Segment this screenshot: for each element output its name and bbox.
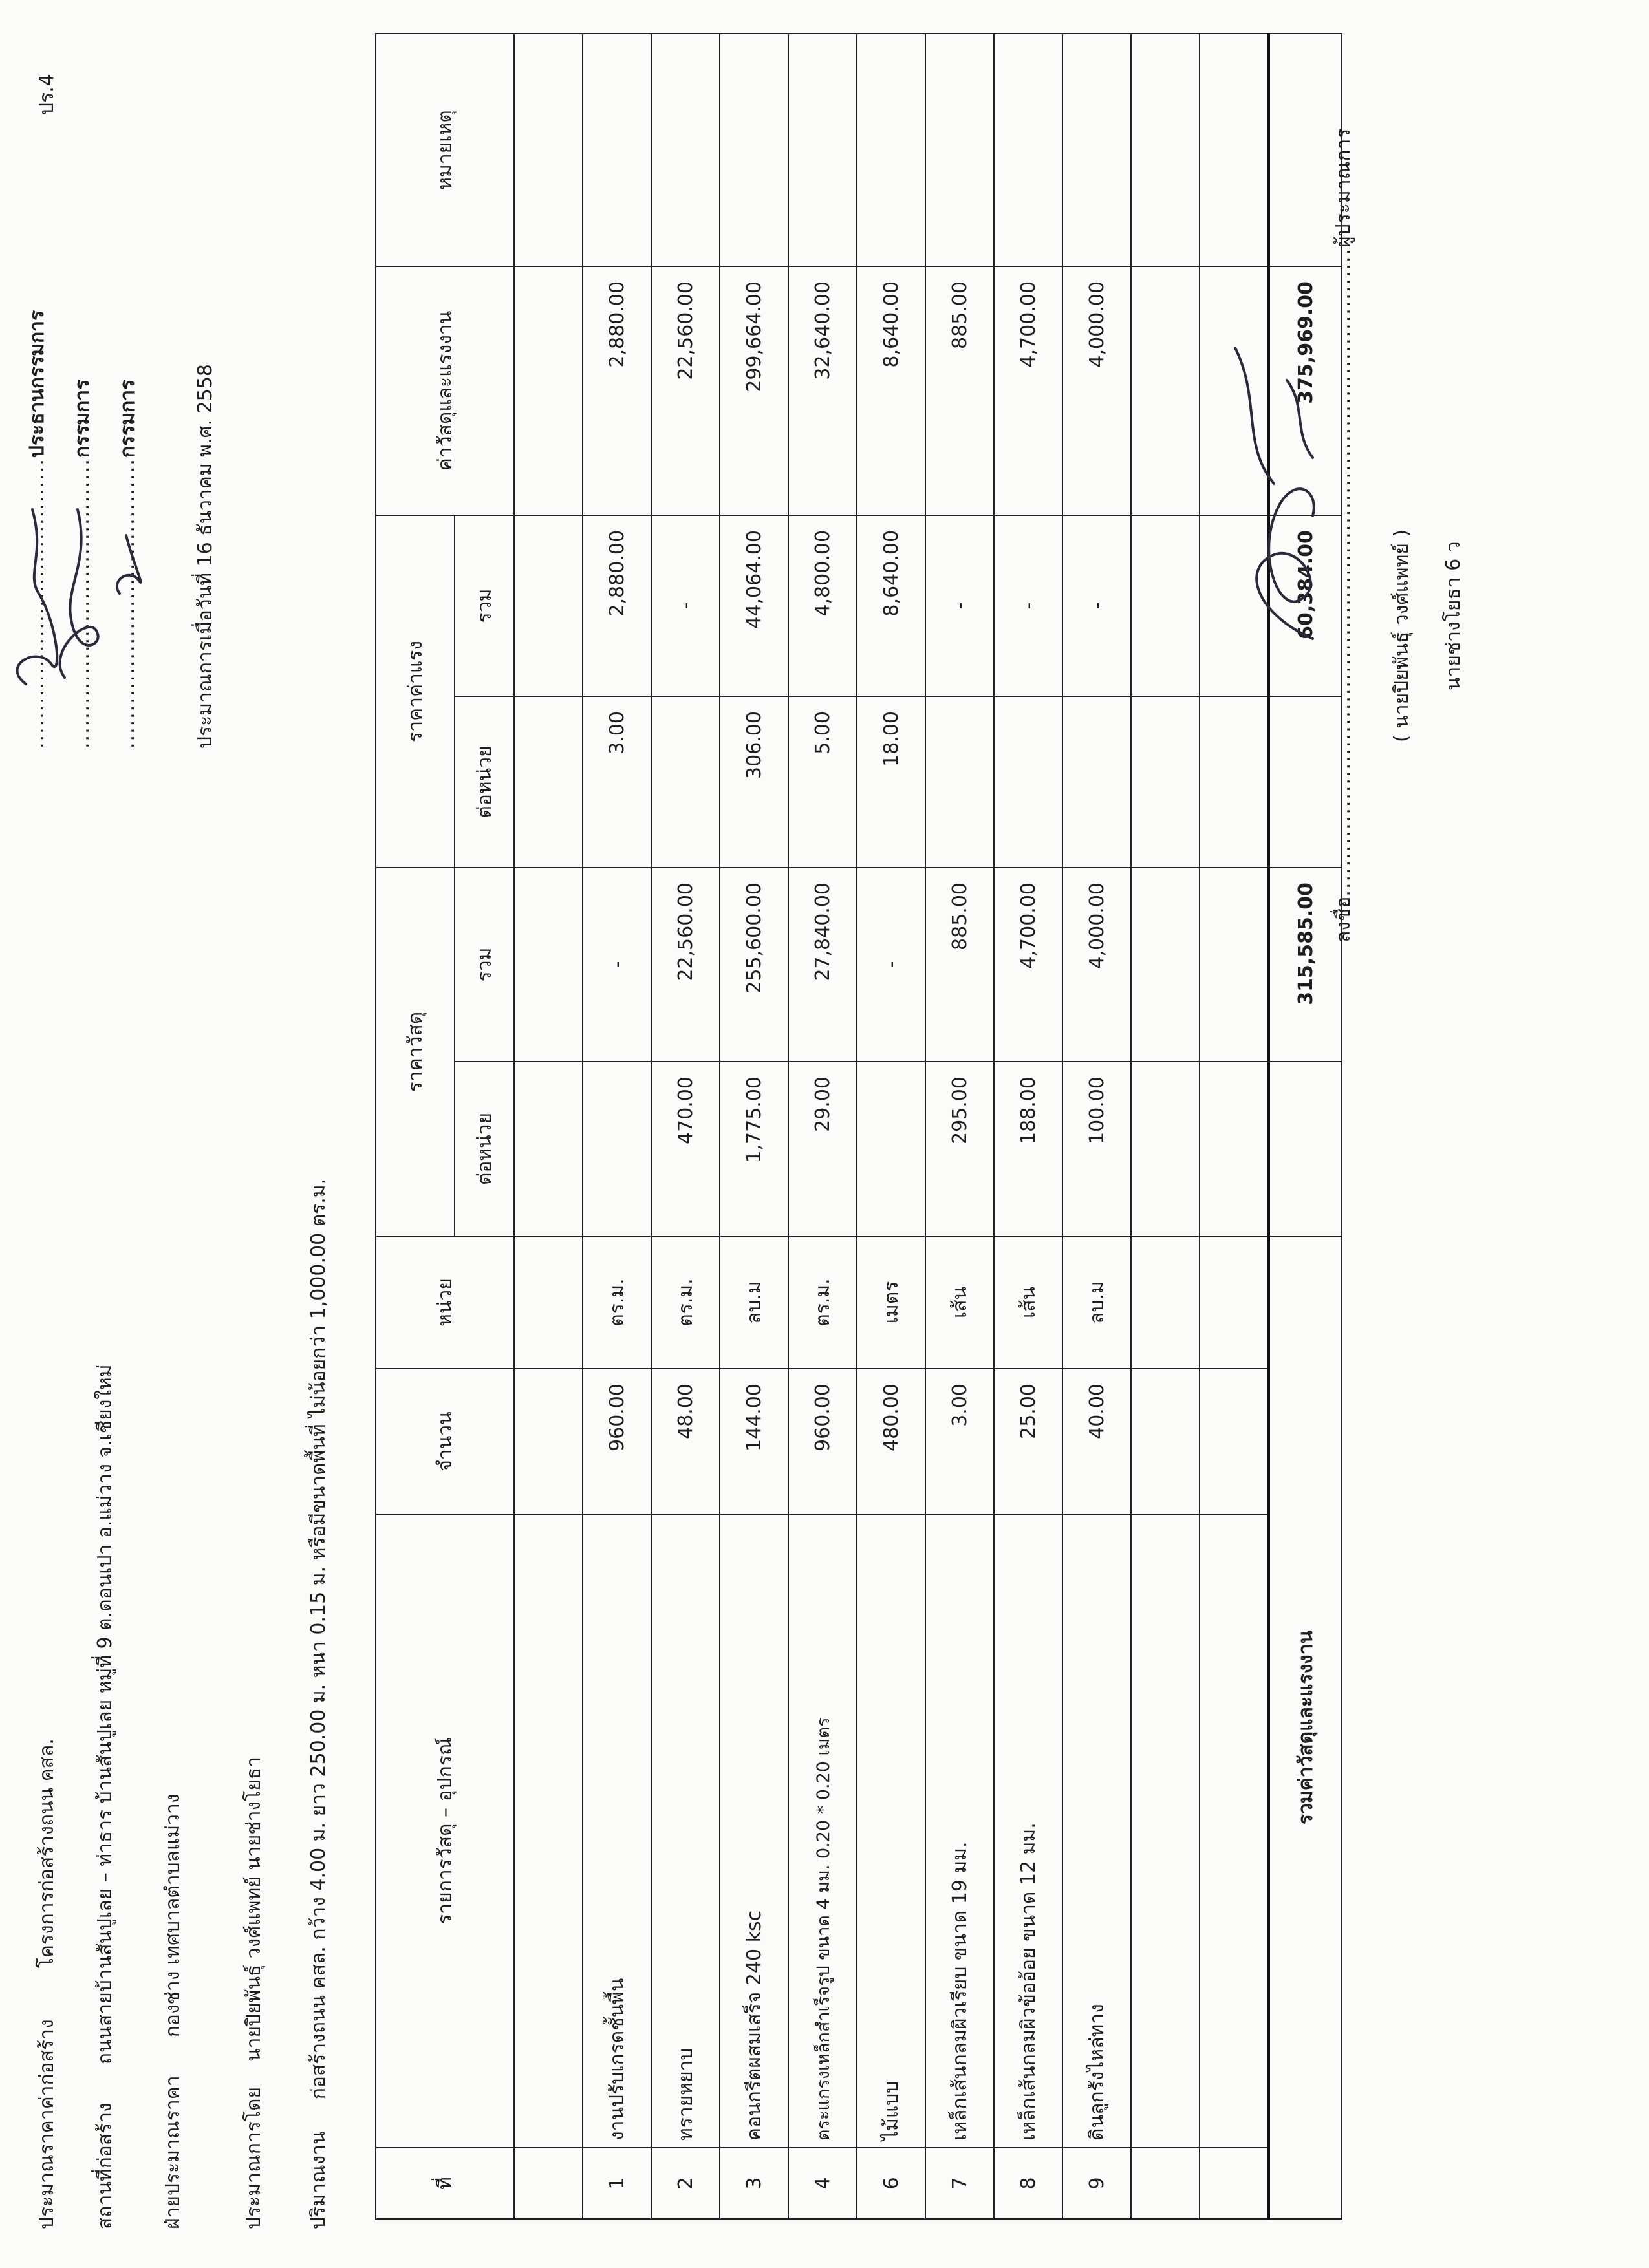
row-item: งานปรับเกรดชั้นพื้น <box>583 1514 651 2148</box>
col-no: ที่ <box>376 2148 514 2219</box>
row-material-per-unit: 29.00 <box>788 1062 857 1236</box>
row-unit: ตร.ม. <box>583 1236 651 1369</box>
quantity-label: ปริมาณงาน <box>307 2131 330 2229</box>
table-row <box>651 34 720 2219</box>
row-total: 299,664.00 <box>720 266 788 515</box>
row-item: ตระแกรงเหล็กสำเร็จรูป ขนาด 4 มม. 0.20 * 0.20 เมตร <box>788 1514 857 2148</box>
signer-title: นายช่างโยธา 6 ว <box>1442 541 1465 690</box>
committee-member-1: กรรมการ <box>71 379 94 458</box>
row-remark <box>1062 34 1131 266</box>
form-code: ปร.4 <box>36 74 58 115</box>
row-total: 22,560.00 <box>651 266 720 515</box>
row-unit: เส้น <box>925 1236 994 1369</box>
row-labor-per-unit <box>994 696 1062 868</box>
committee-chair-line: .......................................ประธานกรรมการ <box>26 310 48 749</box>
row-item: เหล็กเส้นกลมผิวข้ออ้อย ขนาด 12 มม. <box>994 1514 1062 2148</box>
estimate-date: ประมาณการเมื่อวันที่ 16 ธันวาคม พ.ศ. 2558 <box>194 364 217 749</box>
row-labor-per-unit <box>1062 696 1131 868</box>
row-remark <box>994 34 1062 266</box>
location-value: ถนนสายบ้านสันปูเลย – ท่าธาร บ้านสันปูเลย หมู่ที่ 9 ต.ดอนเปา อ.แม่วาง จ.เชียงใหม่ <box>94 1364 116 2065</box>
row-material-sum: - <box>583 868 651 1062</box>
col-unit: หน่วย <box>376 1236 514 1369</box>
row-labor-per-unit: 306.00 <box>720 696 788 868</box>
row-unit: ลบ.ม <box>720 1236 788 1369</box>
row-qty: 40.00 <box>1062 1369 1131 1514</box>
estimator-signature-image <box>1216 316 1345 652</box>
bill-of-quantities-table <box>375 33 1342 2220</box>
row-no: 4 <box>788 2148 857 2219</box>
row-labor-sum: - <box>651 515 720 696</box>
row-labor-sum: 44,064.00 <box>720 515 788 696</box>
row-no: 7 <box>925 2148 994 2219</box>
row-no: 8 <box>994 2148 1062 2219</box>
quantity-line <box>307 1179 330 2229</box>
row-material-per-unit: 295.00 <box>925 1062 994 1236</box>
row-no: 1 <box>583 2148 651 2219</box>
signer-name: ( นายปิยพันธุ์ วงศ์แพทย์ ) <box>1390 529 1413 742</box>
col-remark: หมายเหตุ <box>376 34 514 266</box>
col-material-sum: รวม <box>455 868 514 1062</box>
row-qty: 960.00 <box>788 1369 857 1514</box>
row-material-sum: 22,560.00 <box>651 868 720 1062</box>
row-unit: ลบ.ม <box>1062 1236 1131 1369</box>
row-total: 8,640.00 <box>857 266 925 515</box>
project-line <box>36 1738 59 2229</box>
committee-member-1-line: .......................................กรรมการ <box>71 379 94 749</box>
row-item: เหล็กเส้นกลมผิวเรียบ ขนาด 19 มม. <box>925 1514 994 2148</box>
sign-label: ลงชื่อ <box>1332 896 1355 943</box>
estimated-by-value: นายปิยพันธุ์ วงศ์แพทย์ นายช่างโยธา <box>242 1757 265 2062</box>
row-no: 3 <box>720 2148 788 2219</box>
estimator-dept-line <box>162 1794 185 2229</box>
col-material-per-unit: ต่อหน่วย <box>455 1062 514 1236</box>
row-total: 2,880.00 <box>583 266 651 515</box>
row-total: 4,700.00 <box>994 266 1062 515</box>
row-unit: เมตร <box>857 1236 925 1369</box>
row-labor-per-unit: 3.00 <box>583 696 651 868</box>
col-material-group: ราคาวัสดุ <box>376 868 455 1236</box>
row-no: 6 <box>857 2148 925 2219</box>
table-row <box>925 34 994 2219</box>
row-qty: 48.00 <box>651 1369 720 1514</box>
row-labor-sum: - <box>994 515 1062 696</box>
project-label: ประมาณราคาค่าก่อสร้าง <box>36 2019 58 2229</box>
row-item: คอนกรีตผสมเสร็จ 240 ksc <box>720 1514 788 2148</box>
estimator-dept-value: กองช่าง เทศบาลตำบลแม่วาง <box>162 1793 184 2038</box>
location-line <box>94 1364 117 2229</box>
row-material-per-unit <box>857 1062 925 1236</box>
committee-chair: ประธานกรรมการ <box>26 310 48 458</box>
row-qty: 144.00 <box>720 1369 788 1514</box>
sign-line: ลงชื่อ.......................................................................................ผู้ประมาณการ <box>1332 128 1355 943</box>
row-material-per-unit: 470.00 <box>651 1062 720 1236</box>
row-material-sum: 27,840.00 <box>788 868 857 1062</box>
row-labor-per-unit <box>651 696 720 868</box>
row-labor-sum: 2,880.00 <box>583 515 651 696</box>
row-total: 4,000.00 <box>1062 266 1131 515</box>
sign-role: ผู้ประมาณการ <box>1332 128 1355 248</box>
row-labor-sum: - <box>1062 515 1131 696</box>
col-labor-group: ราคาค่าแรง <box>376 515 455 868</box>
row-no: 2 <box>651 2148 720 2219</box>
table-row-blank <box>514 34 583 2219</box>
row-material-per-unit: 100.00 <box>1062 1062 1131 1236</box>
project-name: โครงการก่อสร้างถนน คสล. <box>36 1738 58 1969</box>
row-unit: เส้น <box>994 1236 1062 1369</box>
col-item: รายการวัสดุ – อุปกรณ์ <box>376 1514 514 2148</box>
row-item: ดินลูกรังไหล่ทาง <box>1062 1514 1131 2148</box>
table-row <box>720 34 788 2219</box>
row-material-per-unit <box>583 1062 651 1236</box>
row-remark <box>583 34 651 266</box>
row-unit: ตร.ม. <box>788 1236 857 1369</box>
row-no: 9 <box>1062 2148 1131 2219</box>
table-header-row <box>376 34 455 2219</box>
committee-member-2: กรรมการ <box>116 379 139 458</box>
estimated-by-line <box>242 1757 266 2229</box>
row-item: ไม้แบบ <box>857 1514 925 2148</box>
row-material-sum: 4,700.00 <box>994 868 1062 1062</box>
col-total-cost: ค่าวัสดุและแรงงาน <box>376 266 514 515</box>
col-qty: จำนวน <box>376 1369 514 1514</box>
row-material-per-unit: 188.00 <box>994 1062 1062 1236</box>
row-labor-per-unit <box>925 696 994 868</box>
row-material-sum: 4,000.00 <box>1062 868 1131 1062</box>
table-row <box>994 34 1062 2219</box>
table-row <box>1062 34 1131 2219</box>
row-unit: ตร.ม. <box>651 1236 720 1369</box>
row-total: 885.00 <box>925 266 994 515</box>
row-material-per-unit: 1,775.00 <box>720 1062 788 1236</box>
location-label: สถานที่ก่อสร้าง <box>94 2102 116 2229</box>
col-labor-sum: รวม <box>455 515 514 696</box>
table-row <box>583 34 651 2219</box>
row-remark <box>788 34 857 266</box>
row-remark <box>925 34 994 266</box>
quantity-value: ก่อสร้างถนน คสล. กว้าง 4.00 ม. ยาว 250.00 ม. หนา 0.15 ม. หรือมีขนาดพื้นที่ ไม่น้อยกว่า 1,000.00 ตร.ม. <box>307 1178 330 2100</box>
row-labor-per-unit: 5.00 <box>788 696 857 868</box>
estimator-dept-label: ฝ่ายประมาณราคา <box>162 2075 184 2229</box>
table-row <box>857 34 925 2219</box>
total-label: รวมค่าวัสดุและแรงงาน <box>1269 1236 1342 2219</box>
total-material-sum: 315,585.00 <box>1269 868 1342 1062</box>
row-remark <box>720 34 788 266</box>
estimated-by-label: ประมาณการโดย <box>242 2086 265 2229</box>
row-labor-sum: 4,800.00 <box>788 515 857 696</box>
row-material-sum: 255,600.00 <box>720 868 788 1062</box>
total-labor-sum: 60,384.00 <box>1269 515 1342 696</box>
row-material-sum: - <box>857 868 925 1062</box>
row-remark <box>651 34 720 266</box>
row-labor-sum: 8,640.00 <box>857 515 925 696</box>
committee-signatures-image <box>0 471 155 703</box>
row-remark <box>857 34 925 266</box>
row-item: ทรายหยาบ <box>651 1514 720 2148</box>
table-row <box>788 34 857 2219</box>
row-qty: 960.00 <box>583 1369 651 1514</box>
grand-total: 375,969.00 <box>1269 266 1342 515</box>
row-material-sum: 885.00 <box>925 868 994 1062</box>
col-labor-per-unit: ต่อหน่วย <box>455 696 514 868</box>
row-labor-sum: - <box>925 515 994 696</box>
committee-member-2-line: .......................................กรรมการ <box>116 379 139 749</box>
row-qty: 480.00 <box>857 1369 925 1514</box>
row-labor-per-unit: 18.00 <box>857 696 925 868</box>
table-row-blank <box>1131 34 1200 2219</box>
row-qty: 3.00 <box>925 1369 994 1514</box>
row-total: 32,640.00 <box>788 266 857 515</box>
row-qty: 25.00 <box>994 1369 1062 1514</box>
